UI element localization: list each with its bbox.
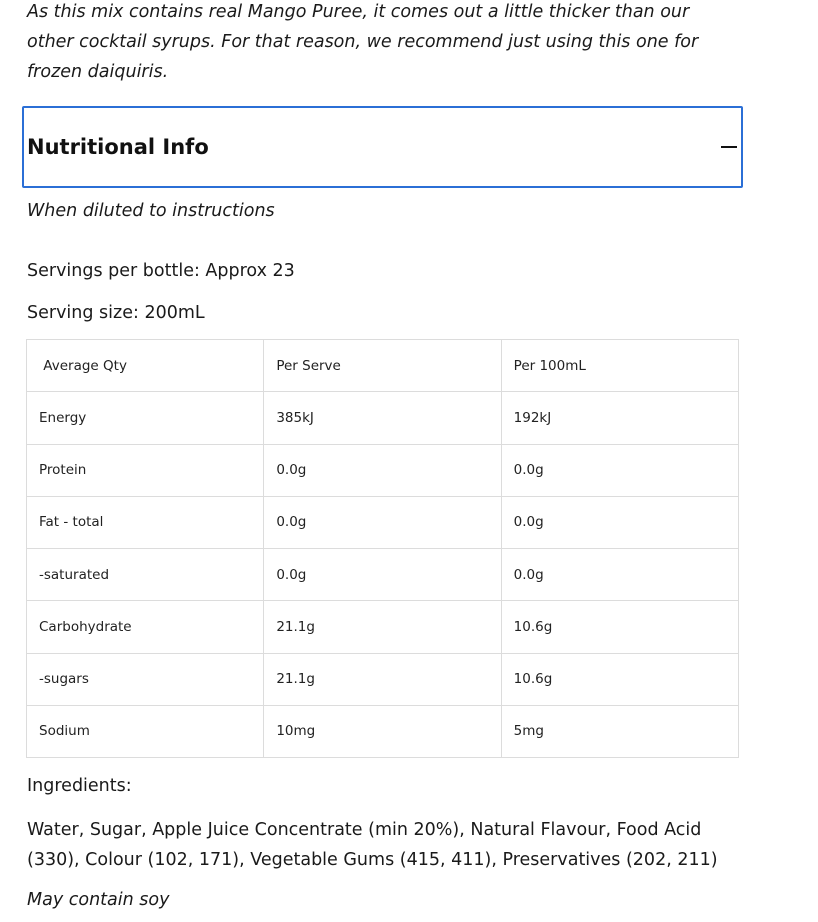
per-serve-value: 0.0g [264, 444, 501, 496]
product-description: As this mix contains real Mango Puree, it comes out a little thicker than our other cocktail syrups. For that reason, we recommend just using this one for frozen daiquiris. [27, 2, 699, 82]
per-serve-value: 21.1g [264, 653, 501, 705]
per-100ml-value: 0.0g [501, 444, 738, 496]
per-serve-value: 385kJ [264, 392, 501, 444]
per-100ml-value: 192kJ [501, 392, 738, 444]
header-per-serve: Per Serve [264, 340, 501, 392]
serving-size: Serving size: 200mL [27, 303, 205, 323]
nutrient-name: -sugars [27, 653, 264, 705]
per-100ml-value: 10.6g [501, 601, 738, 653]
per-100ml-value: 5mg [501, 705, 738, 757]
accordion-title: Nutritional Info [27, 135, 209, 159]
table-row [27, 496, 739, 548]
per-100ml-value: 0.0g [501, 496, 738, 548]
nutritional-info-accordion[interactable] [22, 106, 743, 188]
table-row [27, 601, 739, 653]
per-serve-value: 10mg [264, 705, 501, 757]
header-per-100ml: Per 100mL [501, 340, 738, 392]
per-serve-value: 0.0g [264, 549, 501, 601]
table-row [27, 549, 739, 601]
nutrient-name: -saturated [27, 549, 264, 601]
table-row [27, 653, 739, 705]
per-100ml-value: 10.6g [501, 653, 738, 705]
diluted-note: When diluted to instructions [27, 201, 275, 221]
header-average-qty: Average Qty [27, 340, 264, 392]
nutrient-name: Protein [27, 444, 264, 496]
ingredients-label: Ingredients: [27, 776, 132, 796]
nutrient-name: Carbohydrate [27, 601, 264, 653]
table-row [27, 392, 739, 444]
servings-per-bottle: Servings per bottle: Approx 23 [27, 261, 295, 281]
per-100ml-value: 0.0g [501, 549, 738, 601]
nutrient-name: Energy [27, 392, 264, 444]
table-header-row [27, 340, 739, 392]
nutrient-name: Fat - total [27, 496, 264, 548]
nutrition-table [26, 339, 739, 758]
table-row [27, 444, 739, 496]
nutrient-name: Sodium [27, 705, 264, 757]
minus-icon[interactable] [721, 146, 737, 148]
allergen-note: May contain soy [27, 890, 170, 910]
per-serve-value: 0.0g [264, 496, 501, 548]
per-serve-value: 21.1g [264, 601, 501, 653]
table-row [27, 705, 739, 757]
ingredients-list: Water, Sugar, Apple Juice Concentrate (min 20%), Natural Flavour, Food Acid (330), Colour (102, 171), Vegetable Gums (415, 411), Preservatives (202, 211) [27, 820, 718, 870]
